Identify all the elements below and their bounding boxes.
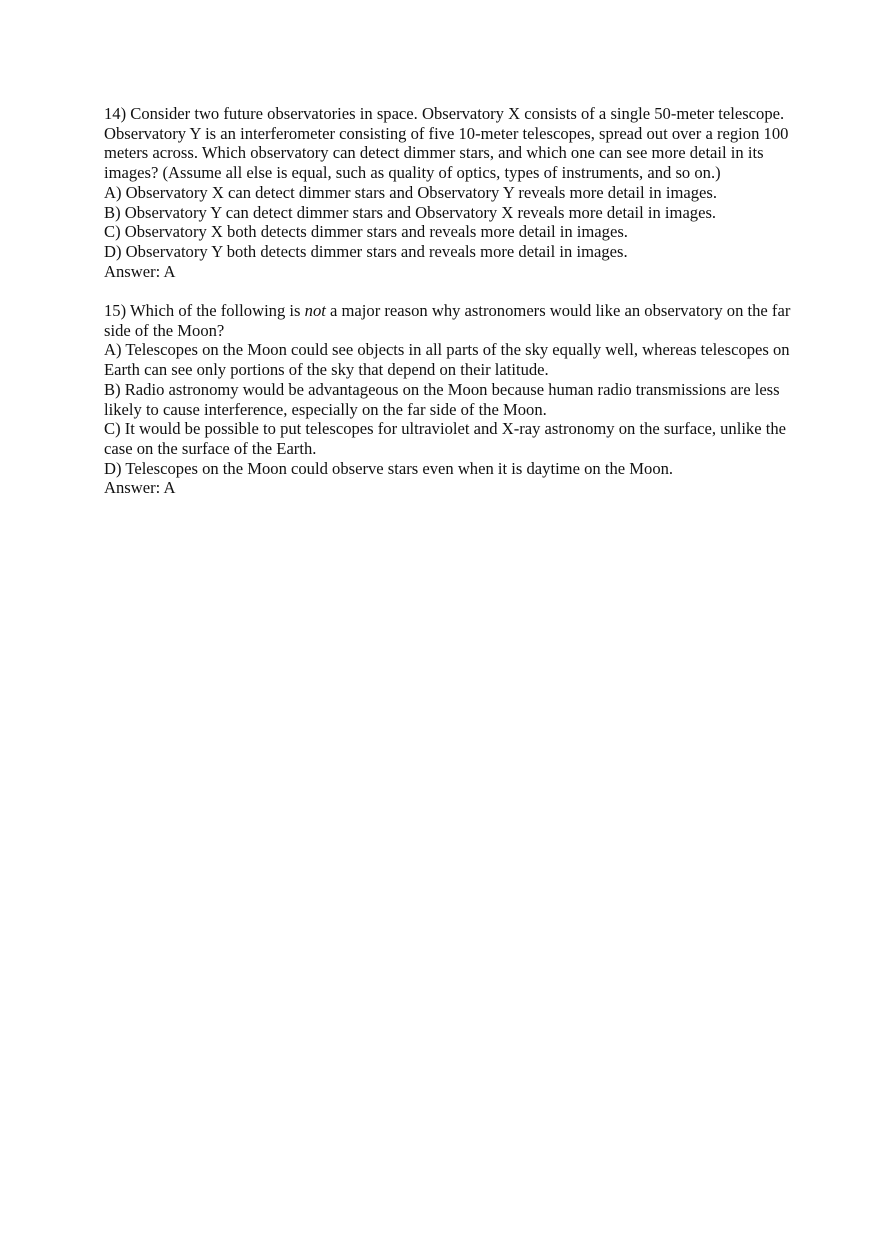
answer-option-a: A) Telescopes on the Moon could see objects in all parts of the sky equally well, whereas telescopes on Earth can see only portions of the sky that depend on their latitude.	[104, 340, 790, 380]
answer-key: Answer: A	[104, 478, 176, 498]
stem-emphasis: not	[304, 301, 326, 321]
answer-option-c: C) It would be possible to put telescopes for ultraviolet and X-ray astronomy on the surface, unlike the case on the surface of the Earth.	[104, 419, 787, 458]
answer-key: Answer: A	[104, 261, 176, 281]
answer-option-d: D) Observatory Y both detects dimmer stars and reveals more detail in images.	[104, 241, 628, 261]
document-content	[104, 104, 804, 498]
answer-option-d: D) Telescopes on the Moon could observe stars even when it is daytime on the Moon.	[104, 458, 674, 478]
question-stem	[104, 301, 804, 340]
question-14	[104, 104, 804, 281]
answer-option-b: B) Radio astronomy would be advantageous on the Moon because human radio transmissions are less likely to cause interference, especially on the far side of the Moon.	[104, 379, 780, 419]
answer-option-b: B) Observatory Y can detect dimmer stars and Observatory X reveals more detail in images.	[104, 202, 717, 222]
stem-text-after: a major reason why astronomers would like an observatory on the far side of the Moon?	[104, 301, 791, 340]
stem-text-before: 15) Which of the following is	[104, 301, 305, 321]
answer-option-c: C) Observatory X both detects dimmer stars and reveals more detail in images.	[104, 222, 628, 242]
answer-option-a: A) Observatory X can detect dimmer stars and Observatory Y reveals more detail in images.	[104, 182, 717, 202]
question-15	[104, 301, 804, 498]
question-stem: 14) Consider two future observatories in space. Observatory X consists of a single 50-meter telescope. Observatory Y is an interferometer consisting of five 10-meter telescopes, spread out over a region 100 meters across. Which observatory can detect dimmer stars, and which one can see more detail in its images? (Assume all else is equal, such as quality of optics, types of instruments, and so on.)	[104, 104, 789, 183]
